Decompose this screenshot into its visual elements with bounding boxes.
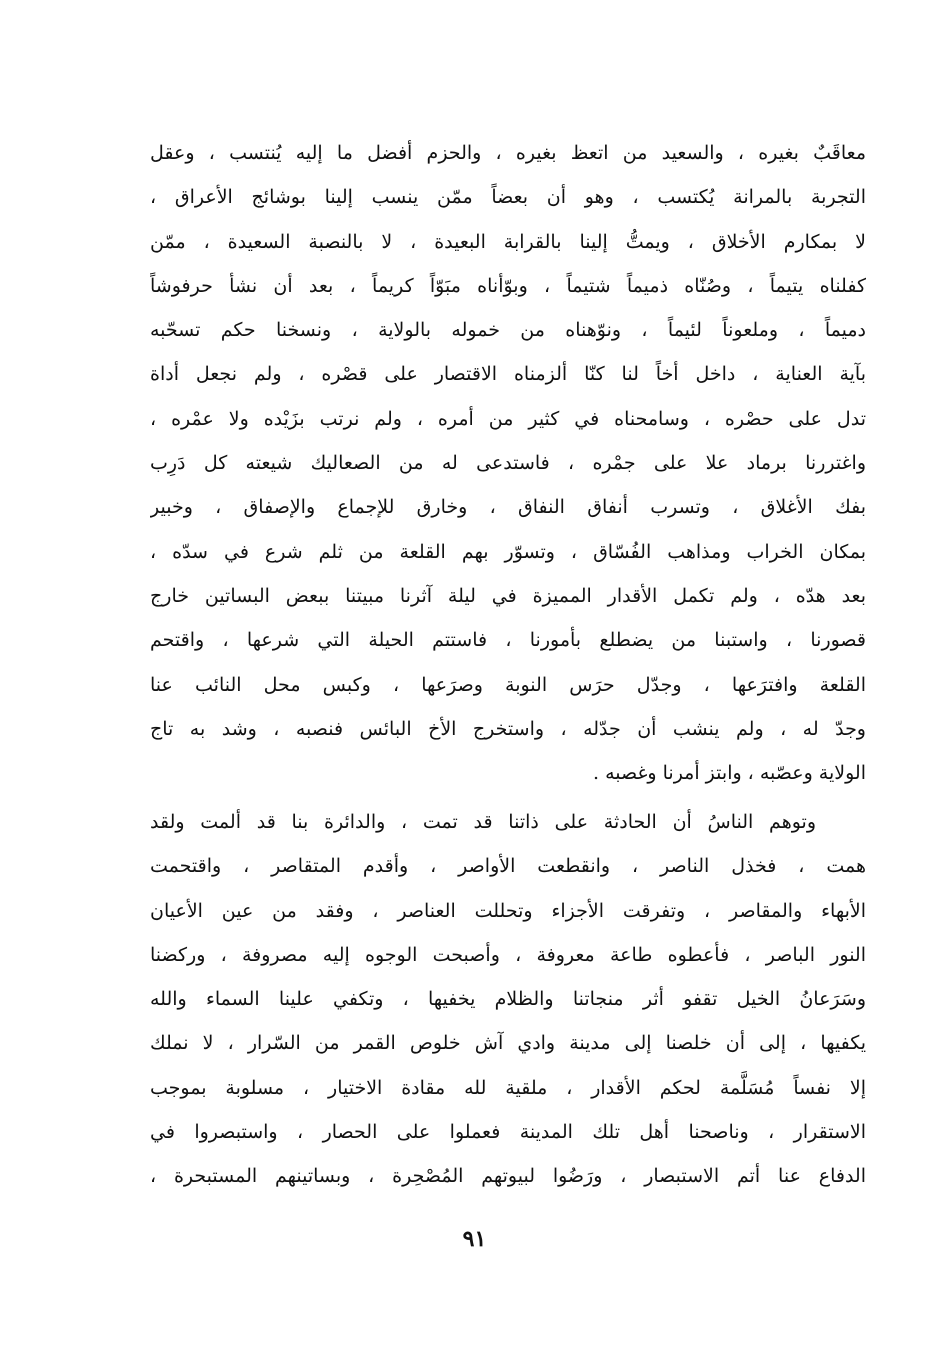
text-line: همت ، فخذل الناصر ، وانقطعت الأواصر ، وأقدم المتقاصر ، واقتحمت xyxy=(150,855,866,878)
text-line: يكفيها ، إلى أن خلصنا إلى مدينة وادي آش خلوص القمر من السّرار ، لا نملك xyxy=(150,1032,866,1055)
text-line: وتوهم الناسُ أن الحادثة على ذاتنا قد تمت ، والدائرة بنا قد ألمت ولقد xyxy=(150,811,816,833)
paragraph-2 xyxy=(150,800,866,1199)
text-line: الولاية وعصّبه ، وابتز أمرنا وغصبه . xyxy=(593,762,866,785)
page-number: ٩١ xyxy=(462,1226,487,1252)
text-line: بآية العناية ، داخل أخاً لنا كنّا ألزمناه الاقتصار على قصْره ، ولم نجعل أداة xyxy=(150,363,866,386)
text-line: كفلناه يتيماً ، وصُنّاه ذميماً شتيماً ، وبوّأناه مبَوّاً كريماً ، بعد أن نشأ حرفوشاً xyxy=(150,274,866,297)
text-line: واغتررنا برماد علا على جمْره ، فاستدعى له من الصعاليك شيعته كل دَرِب xyxy=(150,452,866,475)
text-line: بفك الأغلاق ، وتسرب أنفاق النفاق ، وخارق للإجماع والإصفاق ، وخبير xyxy=(150,496,866,519)
text-line: بعد هدّه ، ولم تكمل الأقدار المميزة في ليلة آثرنا مبيتنا ببعض البساتين خارج xyxy=(150,584,866,607)
text-line: الاستقرار ، وناصحنا أهل تلك المدينة فعملوا على الحصار ، واستبصروا في xyxy=(150,1121,866,1144)
text-line: لا بمكارم الأخلاق ، ويمتُّ إلينا بالقرابة البعيدة ، لا بالنصبة السعيدة ، ممّن xyxy=(150,230,866,253)
text-line: وجدّ له ، ولم ينشب أن جدّله ، واستخرج الأخ البائس فنصبه ، وشد به تاج xyxy=(150,717,866,740)
text-line: القلعة وافترَعها ، وجدّل حرَس النوبة وصرَعها ، وكبس محل النائب عنا xyxy=(150,673,866,696)
text-line: معاقَبٌ بغيره ، والسعيد من اتعظ بغيره ، والحزم أفضل ما إليه يُنتسب ، وعقل xyxy=(150,142,866,164)
text-line: قصورنا ، واستبنا من يضطلع بأمورنا ، فاستتم الحيلة التي شرعها ، واقتحم xyxy=(150,629,866,652)
text-line: الدفاع عنا أتم الاستبصار ، ورَضُوا لبيوتهم المُصْحِرة ، وبساتينهم المستبحرة ، xyxy=(150,1165,866,1188)
text-line: تدل على حصْره ، وسامحناه في كثير من أمره ، ولم نرتب بزَيْده ولا عمْره ، xyxy=(150,407,866,430)
text-line: دميماً ، وملعوناً لئيماً ، ونوّهناه من خموله بالولاية ، ونسخنا حكم تسحّبه xyxy=(150,319,866,342)
text-line: وسَرَعانُ الخيل تقفو أثر منجاتنا والظلام يخفيها ، وتكفي علينا السماء والله xyxy=(150,988,866,1011)
text-line: التجربة بالمرانة يُكتسب ، وهو أن بعضاً ممّن ينسب إلينا بوشائج الأعراق ، xyxy=(150,186,866,209)
paragraph-1 xyxy=(150,131,866,795)
text-line: الأبهاء والمقاصر ، وتفرقت الأجزاء وتحللت العناصر ، وفقد من عين الأعيان xyxy=(150,899,866,922)
text-line: إلا نفساً مُسَلَّمة لحكم الأقدار ، ملقية لله مقادة الاختيار ، مسلوبة بموجب xyxy=(150,1076,866,1099)
text-line: بمكان الخراب ومذاهب الفُسّاق ، وتسوّر بهم القلعة من ثلم شرع في سدّه ، xyxy=(150,540,866,563)
text-line: النور الباصر ، فأعطوه طاعة معروفة ، وأصبحت الوجوه إليه مصروفة ، وركضنا xyxy=(150,943,866,966)
